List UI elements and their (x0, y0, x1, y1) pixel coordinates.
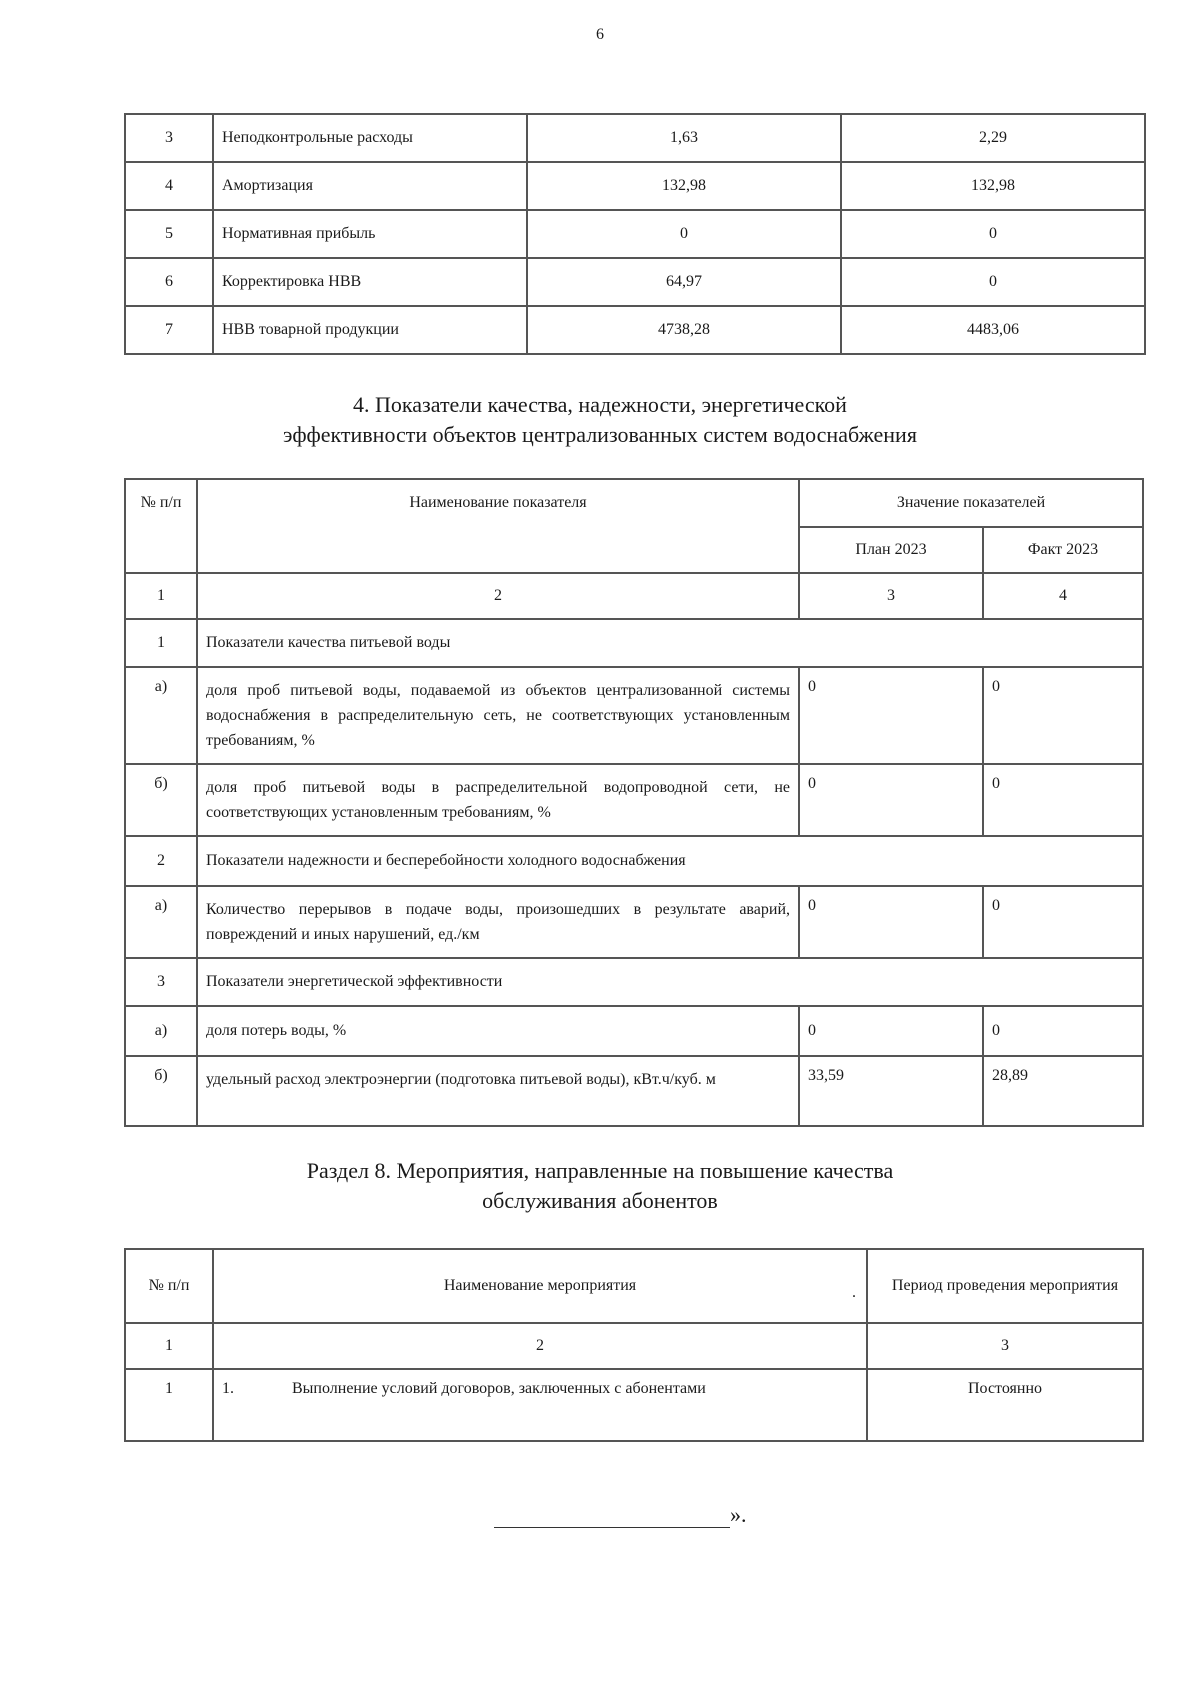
header-values: Значение показателей (799, 479, 1143, 527)
row-fact: 2,29 (841, 114, 1145, 162)
row-num: 3 (125, 114, 213, 162)
section4-title (0, 390, 1200, 450)
stray-mark: . (852, 1284, 856, 1301)
row-name: доля проб питьевой воды в распределительной водопроводной сети, не соответствующих установленным требованиям, % (197, 764, 799, 836)
header-indicator-name: Наименование показателя (197, 479, 799, 573)
closing-mark (494, 1502, 747, 1528)
row-plan: 0 (527, 210, 841, 258)
group-title: Показатели качества питьевой воды (197, 619, 1143, 667)
index-cell: 1 (125, 573, 197, 619)
row-fact: 4483,06 (841, 306, 1145, 354)
cost-row (125, 306, 1145, 354)
row-plan: 0 (799, 886, 983, 958)
measure-subnum: 1. (222, 1380, 234, 1397)
row-fact: 132,98 (841, 162, 1145, 210)
row-num: а) (125, 667, 197, 764)
header-measure-name-text: Наименование мероприятия (443, 1277, 637, 1294)
row-name: Количество перерывов в подаче воды, произошедших в результате аварий, повреждений и иных нарушений, ед./км (197, 886, 799, 958)
measure-name (213, 1369, 867, 1441)
row-fact: 0 (983, 667, 1143, 764)
row-num: а) (125, 1006, 197, 1056)
row-plan: 132,98 (527, 162, 841, 210)
header-fact: Факт 2023 (983, 527, 1143, 573)
row-name: доля проб питьевой воды, подаваемой из объектов централизованной системы водоснабжения в распределительную сеть, не соответствующих установленным требованиям, % (197, 667, 799, 764)
measure-text: Выполнение условий договоров, заключенных с абонентами (292, 1380, 706, 1397)
indicator-row (125, 667, 1143, 764)
index-cell: 3 (799, 573, 983, 619)
row-fact: 28,89 (983, 1056, 1143, 1126)
row-name: доля потерь воды, % (197, 1006, 799, 1056)
row-fact: 0 (841, 210, 1145, 258)
row-num: 5 (125, 210, 213, 258)
row-name: Амортизация (213, 162, 527, 210)
group-title: Показатели энергетической эффективности (197, 958, 1143, 1006)
cost-table (124, 113, 1146, 355)
closing-quote: ». (730, 1502, 747, 1527)
row-name: Корректировка НВВ (213, 258, 527, 306)
indicator-row (125, 764, 1143, 836)
signature-line (494, 1507, 730, 1528)
cost-row (125, 210, 1145, 258)
group-row (125, 619, 1143, 667)
row-fact: 0 (983, 886, 1143, 958)
row-num: 4 (125, 162, 213, 210)
group-num: 1 (125, 619, 197, 667)
indicator-row (125, 1056, 1143, 1126)
row-plan: 0 (799, 764, 983, 836)
index-cell: 3 (867, 1323, 1143, 1369)
row-fact: 0 (983, 764, 1143, 836)
group-title: Показатели надежности и бесперебойности холодного водоснабжения (197, 836, 1143, 886)
row-num: б) (125, 1056, 197, 1126)
measure-period: Постоянно (867, 1369, 1143, 1441)
cost-row (125, 162, 1145, 210)
row-num: 1 (125, 1369, 213, 1441)
row-name: Неподконтрольные расходы (213, 114, 527, 162)
row-fact: 0 (841, 258, 1145, 306)
group-row (125, 958, 1143, 1006)
section8-title-line2: обслуживания абонентов (482, 1188, 718, 1213)
header-num: № п/п (125, 1249, 213, 1323)
page-number: 6 (596, 26, 604, 43)
row-plan: 0 (799, 667, 983, 764)
row-plan: 33,59 (799, 1056, 983, 1126)
cost-row (125, 258, 1145, 306)
row-fact: 0 (983, 1006, 1143, 1056)
group-num: 2 (125, 836, 197, 886)
row-plan: 0 (799, 1006, 983, 1056)
index-cell: 4 (983, 573, 1143, 619)
row-name: НВВ товарной продукции (213, 306, 527, 354)
cost-row (125, 114, 1145, 162)
row-num: 7 (125, 306, 213, 354)
row-plan: 64,97 (527, 258, 841, 306)
row-num: 6 (125, 258, 213, 306)
header-plan: План 2023 (799, 527, 983, 573)
row-plan: 1,63 (527, 114, 841, 162)
header-period: Период проведения мероприятия (867, 1249, 1143, 1323)
section4-title-line2: эффективности объектов централизованных систем водоснабжения (283, 422, 917, 447)
index-cell: 1 (125, 1323, 213, 1369)
section8-title-line1: Раздел 8. Мероприятия, направленные на повышение качества (306, 1158, 894, 1183)
index-cell: 2 (197, 573, 799, 619)
section4-title-line1: 4. Показатели качества, надежности, энергетической (353, 392, 847, 417)
group-row (125, 836, 1143, 886)
row-num: а) (125, 886, 197, 958)
row-name: Нормативная прибыль (213, 210, 527, 258)
row-num: б) (125, 764, 197, 836)
index-cell: 2 (213, 1323, 867, 1369)
section8-title (0, 1156, 1200, 1216)
group-num: 3 (125, 958, 197, 1006)
measure-row (125, 1369, 1143, 1441)
indicators-table (124, 478, 1144, 1127)
row-plan: 4738,28 (527, 306, 841, 354)
row-name: удельный расход электроэнергии (подготовка питьевой воды), кВт.ч/куб. м (197, 1056, 799, 1126)
header-num: № п/п (125, 479, 197, 573)
indicator-row (125, 886, 1143, 958)
header-measure-name (213, 1249, 867, 1323)
measures-table (124, 1248, 1144, 1442)
indicator-row (125, 1006, 1143, 1056)
